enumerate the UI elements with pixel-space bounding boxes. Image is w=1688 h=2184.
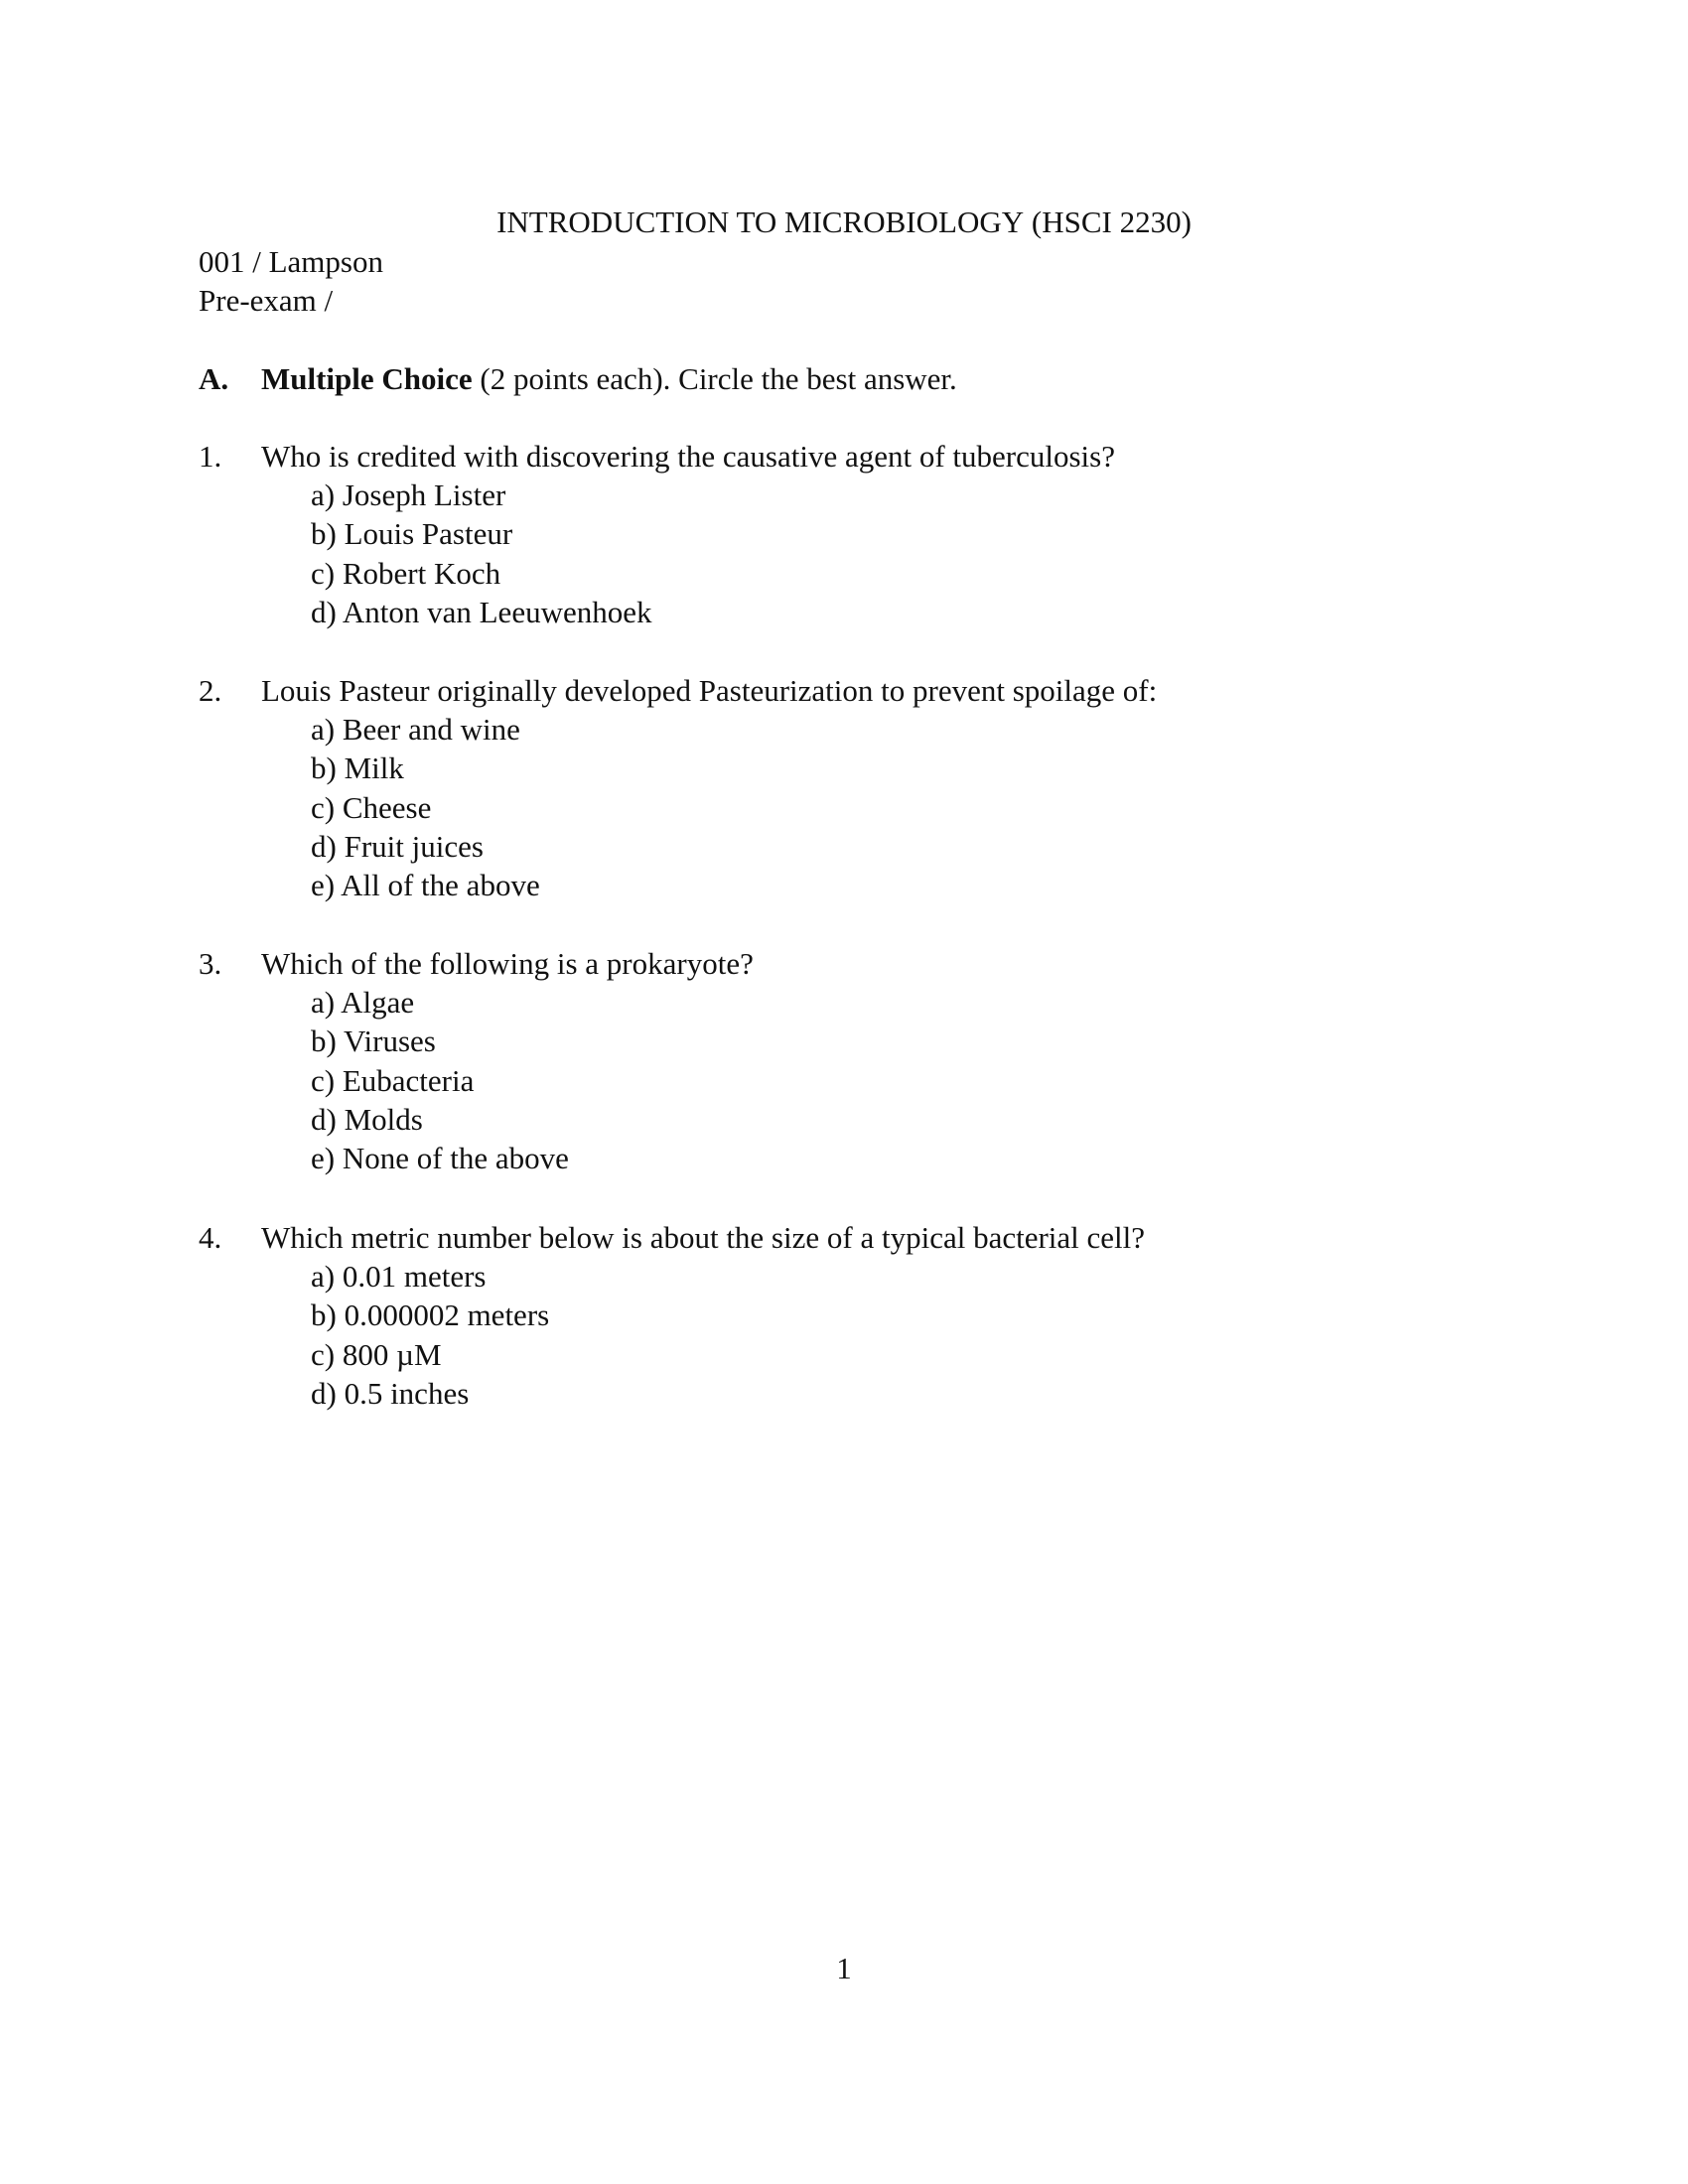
answer-option[interactable]: a) Beer and wine: [311, 712, 520, 747]
question-4: [199, 1218, 1145, 1413]
title-course-name: [496, 205, 1024, 239]
section-instructor: 001 / Lampson: [199, 244, 383, 279]
title-cap-m: M: [783, 205, 812, 239]
answer-option[interactable]: b) Louis Pasteur: [311, 516, 513, 552]
page-title: [0, 203, 1688, 241]
course-code: (HSCI 2230): [1024, 205, 1192, 239]
answer-option[interactable]: d) Anton van Leeuwenhoek: [311, 594, 652, 629]
answer-option[interactable]: d) Molds: [311, 1101, 423, 1137]
answer-option[interactable]: b) Viruses: [311, 1024, 436, 1059]
answer-option[interactable]: c) Cheese: [311, 789, 432, 825]
section-letter: A.: [199, 361, 229, 396]
question-stem: [199, 1218, 1145, 1257]
exam-label: Pre-exam /: [199, 283, 334, 318]
answer-option[interactable]: c) 800 µM: [311, 1336, 442, 1372]
question-number: 4.: [199, 1220, 222, 1255]
question-number: 2.: [199, 673, 222, 708]
question-3: [199, 944, 754, 1177]
answer-option[interactable]: a) 0.01 meters: [311, 1259, 487, 1294]
section-title: Multiple Choice: [261, 361, 473, 396]
question-text: Louis Pasteur originally developed Pasteurization to prevent spoilage of:: [261, 673, 1158, 708]
question-text: Who is credited with discovering the causative agent of tuberculosis?: [261, 439, 1115, 474]
answer-option[interactable]: a) Algae: [311, 985, 415, 1020]
answer-options: [199, 983, 754, 1177]
section-instructions: (2 points each). Circle the best answer.: [472, 361, 957, 396]
answer-option[interactable]: c) Eubacteria: [311, 1062, 475, 1098]
answer-options: [199, 1257, 1145, 1413]
page-number: 1: [836, 1951, 852, 1985]
question-2: [199, 671, 1157, 904]
answer-option[interactable]: d) 0.5 inches: [311, 1375, 470, 1411]
title-rest-introduction: NTRODUCTION TO: [506, 205, 784, 239]
answer-option[interactable]: a) Joseph Lister: [311, 478, 506, 512]
answer-option[interactable]: d) Fruit juices: [311, 828, 484, 864]
title-cap-i: I: [496, 205, 507, 239]
question-number: 1.: [199, 439, 222, 474]
question-number: 3.: [199, 946, 222, 981]
question-1: [199, 437, 1115, 631]
question-stem: [199, 437, 1115, 476]
question-stem: [199, 671, 1157, 710]
answer-options: [199, 710, 1157, 904]
answer-option[interactable]: e) None of the above: [311, 1141, 569, 1176]
question-stem: [199, 944, 754, 983]
answer-options: [199, 476, 1115, 631]
question-text: Which metric number below is about the size of a typical bacterial cell?: [261, 1220, 1146, 1255]
course-meta: [199, 242, 383, 320]
question-text: Which of the following is a prokaryote?: [261, 946, 754, 981]
answer-option[interactable]: e) All of the above: [311, 868, 540, 903]
answer-option[interactable]: b) 0.000002 meters: [311, 1297, 550, 1333]
title-rest-microbiology: ICROBIOLOGY: [811, 205, 1025, 239]
section-a-heading: [199, 359, 957, 398]
answer-option[interactable]: c) Robert Koch: [311, 555, 501, 591]
answer-option[interactable]: b) Milk: [311, 751, 404, 786]
